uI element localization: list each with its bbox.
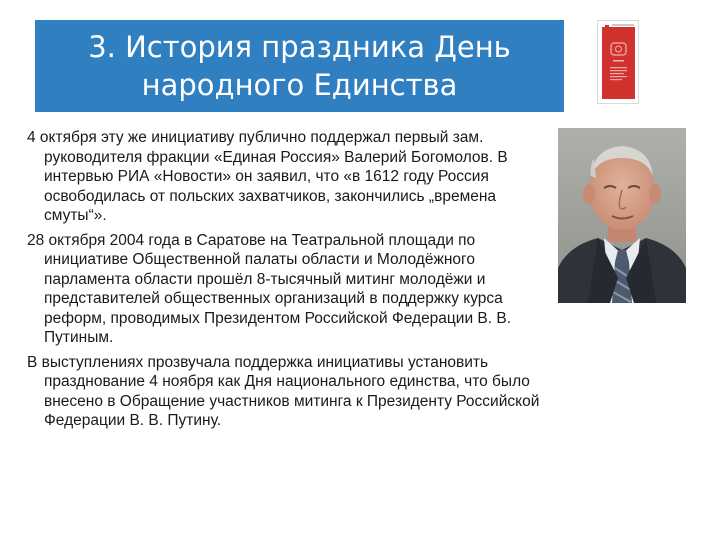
- slide-title-line-1: 3. История праздника День: [88, 30, 511, 64]
- paragraph-oct-4: 4 октября эту же инициативу публично поддержал первый зам. руководителя фракции «Единая Россия» Валерий Богомолов. В интервью РИА «Новости» он заявил, что «в 1612 году Россия освободилась от польских захватчиков, закончились „времена смуты“».: [27, 129, 508, 224]
- slide-title-band: [35, 20, 564, 112]
- paragraph-oct-28: 28 октября 2004 года в Саратове на Театральной площади по инициативе Общественной палаты области и Молодёжного парламента области прошёл 8-тысячный митинг молодёжи и представителей общественных организаций в поддержку курса реформ, проводимых Президентом Российской Федерации В. В. Путиным.: [27, 231, 512, 346]
- paragraph-appeal: В выступлениях прозвучала поддержка инициативы установить празднование 4 ноября как Дня национального единства, что было внесено в Обращение участников митинга к Президенту Российской Федерации В. В. Путину.: [27, 353, 540, 429]
- red-emblem-card: [597, 20, 639, 104]
- slide-title-line-2: народного Единства: [141, 68, 458, 102]
- portrait-photo: [558, 128, 686, 303]
- slide-body: [27, 128, 547, 436]
- emblem-icon: [602, 27, 635, 99]
